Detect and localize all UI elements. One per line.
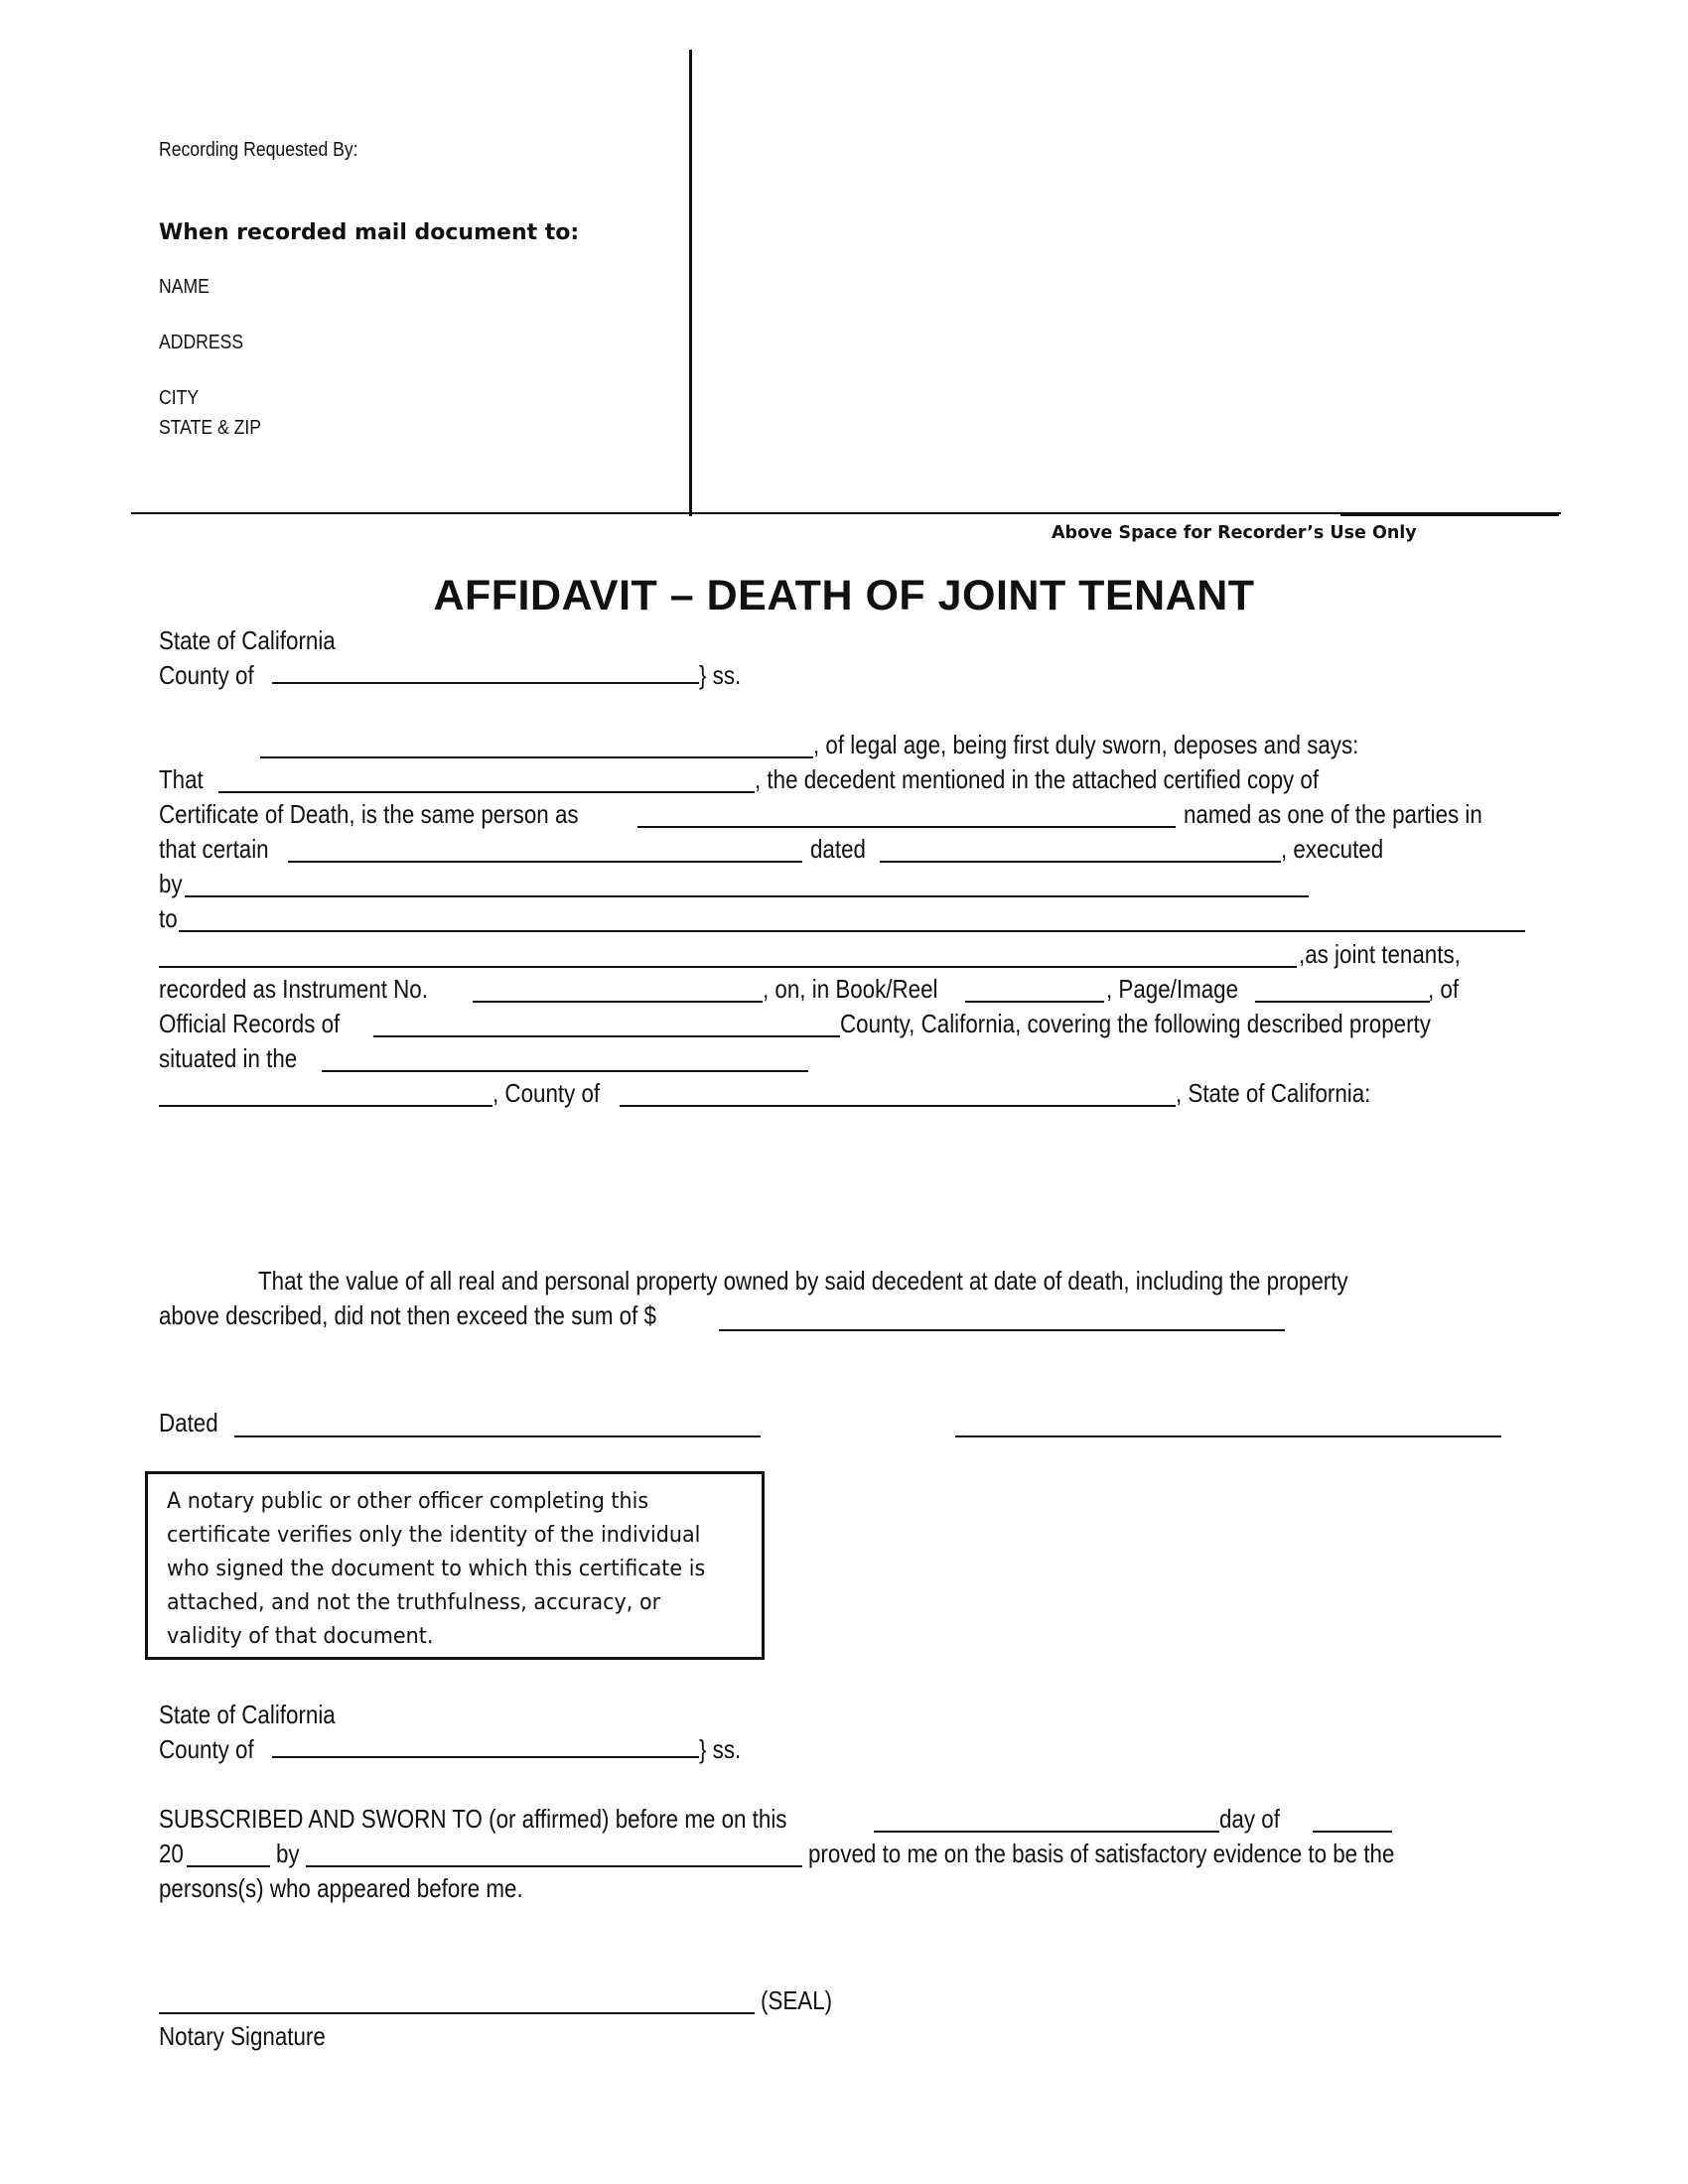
jurat-date-blank[interactable]: [874, 1831, 1219, 1833]
body-decedent: , the decedent mentioned in the attached certified copy of: [755, 764, 1320, 794]
body-to: to: [159, 903, 178, 933]
body-page-image: , Page/Image: [1106, 974, 1239, 1004]
body-by: by: [159, 869, 183, 898]
body-book-reel: , on, in Book/Reel: [763, 974, 938, 1004]
body-that: That: [159, 764, 204, 794]
records-county-blank[interactable]: [373, 1035, 840, 1037]
body-joint-tenants: ,as joint tenants,: [1299, 939, 1461, 969]
venue-state: State of California: [159, 625, 336, 655]
body-legal-age: , of legal age, being first duly sworn, deposes and says:: [813, 730, 1359, 759]
decedent-name-blank[interactable]: [218, 791, 755, 793]
body-official-records: Official Records of: [159, 1009, 341, 1038]
city-label: CITY: [159, 387, 200, 409]
instrument-number-blank[interactable]: [473, 1001, 763, 1003]
affiant-name-blank[interactable]: [260, 756, 813, 758]
mail-to-label: When recorded mail document to:: [159, 220, 580, 245]
executed-by-blank[interactable]: [185, 895, 1309, 897]
state-zip-label: STATE & ZIP: [159, 417, 262, 439]
header-horizontal-divider-right: [1340, 514, 1559, 516]
executed-to-blank-2[interactable]: [159, 966, 1297, 968]
body-county-of: , County of: [492, 1078, 601, 1108]
body-executed: , executed: [1281, 834, 1384, 864]
venue2-county-line: County of } ss.: [159, 1734, 742, 1764]
header-vertical-divider: [689, 50, 692, 516]
body-county-california: County, California, covering the following described property: [840, 1009, 1431, 1038]
body-of: , of: [1428, 974, 1460, 1004]
dated-blank[interactable]: [234, 1435, 761, 1437]
situated-blank[interactable]: [322, 1070, 808, 1072]
seal-label: (SEAL): [761, 1985, 833, 2015]
instrument-date-blank[interactable]: [880, 861, 1281, 863]
value-line-1: That the value of all real and personal property owned by said decedent at date of death, including the property: [258, 1266, 1348, 1296]
jurat-by: by: [276, 1839, 300, 1868]
county-blank[interactable]: [272, 660, 699, 684]
jurat-year-prefix: 20: [159, 1839, 184, 1868]
jurat-proved: proved to me on the basis of satisfactory evidence to be the: [808, 1839, 1395, 1868]
body-recorded-as: recorded as Instrument No.: [159, 974, 428, 1004]
body-cert-death: Certificate of Death, is the same person as: [159, 799, 579, 829]
book-reel-blank[interactable]: [965, 1001, 1104, 1003]
venue-county-line: County of } ss.: [159, 660, 742, 690]
jurat-day-of: day of: [1219, 1804, 1280, 1834]
body-named-parties: named as one of the parties in: [1184, 799, 1482, 829]
body-situated: situated in the: [159, 1043, 298, 1073]
affiant-signature-blank[interactable]: [955, 1435, 1501, 1437]
dated-label: Dated: [159, 1408, 218, 1437]
notary-signature-label: Notary Signature: [159, 2021, 326, 2051]
page-image-blank[interactable]: [1255, 1001, 1430, 1003]
county2-blank[interactable]: [272, 1734, 699, 1758]
recording-requested-by-label: Recording Requested By:: [159, 139, 358, 161]
body-state-of-california: , State of California:: [1176, 1078, 1371, 1108]
address-label: ADDRESS: [159, 332, 244, 353]
jurat-month-blank[interactable]: [1313, 1831, 1392, 1833]
document-title: AFFIDAVIT – DEATH OF JOINT TENANT: [433, 572, 1255, 619]
body-dated: dated: [810, 834, 866, 864]
party-name-blank[interactable]: [637, 826, 1176, 828]
venue2-state: State of California: [159, 1700, 336, 1729]
notary-signature-blank[interactable]: [159, 2012, 755, 2014]
executed-to-blank[interactable]: [179, 930, 1525, 932]
body-that-certain: that certain: [159, 834, 269, 864]
recorder-use-note: Above Space for Recorder’s Use Only: [1052, 523, 1417, 543]
city-blank[interactable]: [159, 1105, 492, 1107]
jurat-persons: persons(s) who appeared before me.: [159, 1873, 523, 1903]
name-label: NAME: [159, 276, 210, 298]
notary-notice-text: A notary public or other officer completing this certificate verifies only the identity of the individual who signed the document to which this certificate is attached, and not the truthfulness, accuracy, or validity of that document.: [167, 1488, 706, 1649]
value-line-2: above described, did not then exceed the sum of $: [159, 1300, 656, 1330]
jurat-name-blank[interactable]: [306, 1865, 802, 1867]
jurat-year-blank[interactable]: [187, 1865, 270, 1867]
property-county-blank[interactable]: [620, 1105, 1176, 1107]
value-amount-blank[interactable]: [719, 1329, 1285, 1331]
instrument-type-blank[interactable]: [288, 861, 802, 863]
jurat-subscribed: SUBSCRIBED AND SWORN TO (or affirmed) before me on this: [159, 1804, 787, 1834]
